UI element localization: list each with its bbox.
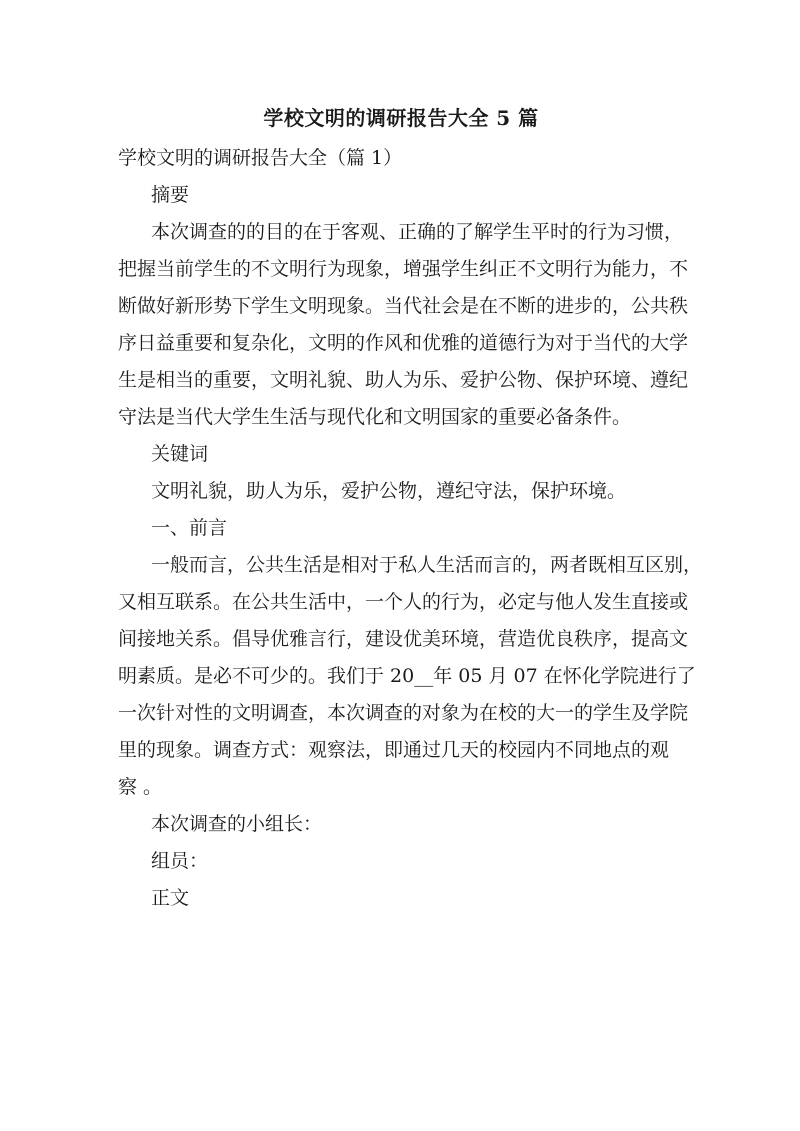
body-heading: 正文 xyxy=(151,887,190,909)
paragraph-line: 生是相当的重要，文明礼貌、助人为乐、爱护公物、保护环境、遵纪 xyxy=(118,369,689,391)
paragraph-line: 守法是当代大学生生活与现代化和文明国家的重要必备条件。 xyxy=(118,406,632,428)
document-title: 学校文明的调研报告大全 5 篇 xyxy=(263,106,539,130)
paragraph-line: 断做好新形势下学生文明现象。当代社会是在不断的进步的，公共秩 xyxy=(118,295,689,317)
abstract-heading: 摘要 xyxy=(151,184,190,206)
team-members-label: 组员： xyxy=(151,850,209,872)
section-subtitle: 学校文明的调研报告大全（篇 1） xyxy=(118,147,403,169)
keywords-heading: 关键词 xyxy=(151,443,209,465)
paragraph-line: 察 。 xyxy=(118,776,163,798)
paragraph-line: 一次针对性的文明调查，本次调查的对象为在校的大一的学生及学院 xyxy=(118,702,689,724)
paragraph-line: 序日益重要和复杂化，文明的作风和优雅的道德行为对于当代的大学 xyxy=(118,332,689,354)
paragraph-line: 间接地关系。倡导优雅言行，建设优美环境，营造优良秩序，提高文 xyxy=(118,628,689,650)
paragraph-line: 又相互联系。在公共生活中，一个人的行为，必定与他人发生直接或 xyxy=(118,591,689,613)
paragraph-line: 里的现象。调查方式：观察法，即通过几天的校园内不同地点的观 xyxy=(118,739,670,761)
paragraph-line: 明素质。是必不可少的。我们于 20__年 05 月 07 在怀化学院进行了 xyxy=(118,665,696,687)
paragraph-line: 把握当前学生的不文明行为现象，增强学生纠正不文明行为能力，不 xyxy=(118,258,689,280)
document-page xyxy=(118,98,703,917)
team-leader-label: 本次调查的小组长： xyxy=(151,813,323,835)
paragraph-line: 本次调查的的目的在于客观、正确的了解学生平时的行为习惯， xyxy=(151,221,684,243)
intro-heading: 一、前言 xyxy=(151,517,228,539)
keywords-text: 文明礼貌，助人为乐，爱护公物，遵纪守法，保护环境。 xyxy=(151,480,627,502)
paragraph-line: 一般而言，公共生活是相对于私人生活而言的，两者既相互区别， xyxy=(151,554,703,576)
intro-paragraph xyxy=(118,547,703,806)
abstract-paragraph xyxy=(118,214,689,436)
